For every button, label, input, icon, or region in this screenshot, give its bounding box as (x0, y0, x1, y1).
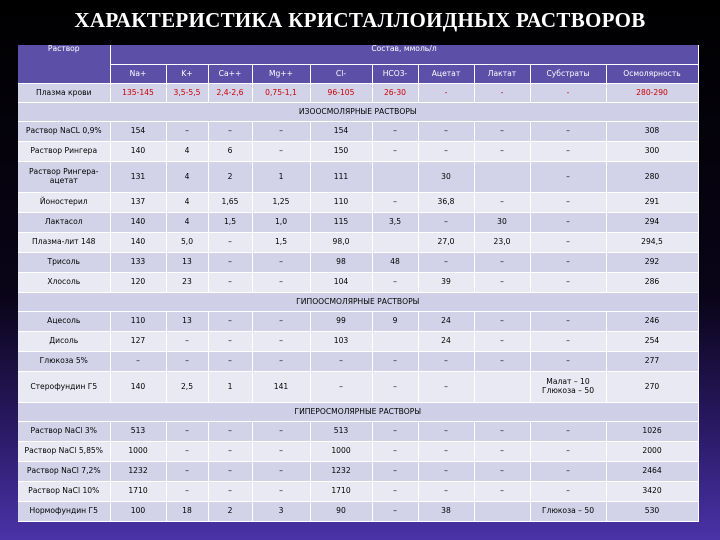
table-cell: 294 (606, 213, 698, 233)
table-cell: – (252, 352, 310, 372)
table-cell: 4 (166, 162, 208, 193)
table-cell: – (474, 122, 530, 142)
table-cell: – (208, 122, 252, 142)
row-name: Плазма крови (18, 84, 110, 103)
table-cell: – (252, 332, 310, 352)
row-name: Стерофундин Г5 (18, 372, 110, 403)
section-row (18, 103, 698, 122)
table-cell: 513 (310, 422, 372, 442)
section-title: ИЗООСМОЛЯРНЫЕ РАСТВОРЫ (18, 103, 698, 122)
table-cell: 38 (418, 502, 474, 522)
table-cell (372, 233, 418, 253)
table-cell: 280-290 (606, 84, 698, 103)
table-row (18, 233, 698, 253)
table-cell: 133 (110, 253, 166, 273)
table-cell: – (252, 482, 310, 502)
table-cell (372, 332, 418, 352)
table-cell: 1,5 (208, 213, 252, 233)
table-cell: – (252, 273, 310, 293)
table-cell: – (372, 142, 418, 162)
table-cell: – (474, 253, 530, 273)
row-name: Раствор Рингера-ацетат (18, 162, 110, 193)
table-cell: – (166, 442, 208, 462)
table-cell: – (530, 122, 606, 142)
table-cell: 98 (310, 253, 372, 273)
table-row (18, 193, 698, 213)
row-name: Трисоль (18, 253, 110, 273)
table-cell: 13 (166, 312, 208, 332)
table-cell: – (252, 253, 310, 273)
table-cell: 24 (418, 332, 474, 352)
table-cell: 3,5-5,5 (166, 84, 208, 103)
table-cell: 0,75-1,1 (252, 84, 310, 103)
table-cell: 1 (252, 162, 310, 193)
table-cell: – (372, 372, 418, 403)
table-cell: – (418, 482, 474, 502)
table-cell: 2000 (606, 442, 698, 462)
table-cell: – (208, 442, 252, 462)
table-cell: – (310, 372, 372, 403)
table-cell: 115 (310, 213, 372, 233)
table-cell: – (530, 233, 606, 253)
table-cell: 2,4-2,6 (208, 84, 252, 103)
table-row (18, 162, 698, 193)
table-cell: – (372, 193, 418, 213)
column-header-row (18, 65, 698, 84)
table-cell: – (110, 352, 166, 372)
table-row (18, 253, 698, 273)
table-cell: 280 (606, 162, 698, 193)
table-cell: 1,5 (252, 233, 310, 253)
table-cell: 1,0 (252, 213, 310, 233)
table-row (18, 482, 698, 502)
table-cell: - (474, 84, 530, 103)
header-solution: Раствор (18, 45, 110, 84)
table-cell: 99 (310, 312, 372, 332)
table-cell: – (418, 142, 474, 162)
table-cell: 103 (310, 332, 372, 352)
table-cell: 1026 (606, 422, 698, 442)
table-cell: – (166, 122, 208, 142)
column-header: Осмолярность (606, 65, 698, 84)
table-cell: 100 (110, 502, 166, 522)
column-header: Ацетат (418, 65, 474, 84)
section-row (18, 403, 698, 422)
table-cell: – (252, 312, 310, 332)
table-cell: 96-105 (310, 84, 372, 103)
table-cell: 4 (166, 213, 208, 233)
table-cell: 98,0 (310, 233, 372, 253)
table-cell: 513 (110, 422, 166, 442)
table-cell: 1000 (310, 442, 372, 462)
table-cell: 48 (372, 253, 418, 273)
table-cell: – (530, 142, 606, 162)
section-row (18, 293, 698, 312)
table-row (18, 84, 698, 103)
page-title: ХАРАКТЕРИСТИКА КРИСТАЛЛОИДНЫХ РАСТВОРОВ (74, 8, 646, 32)
table-cell: 131 (110, 162, 166, 193)
table-cell: – (166, 332, 208, 352)
table-cell: – (208, 233, 252, 253)
table-row (18, 332, 698, 352)
table-cell: 1232 (110, 462, 166, 482)
table-cell: 246 (606, 312, 698, 332)
table-cell: - (530, 84, 606, 103)
column-header: HCO3- (372, 65, 418, 84)
table-cell: – (166, 352, 208, 372)
table-cell: Глюкоза – 50 (530, 502, 606, 522)
table-cell: – (208, 273, 252, 293)
table-cell: 2,5 (166, 372, 208, 403)
table-cell: – (474, 352, 530, 372)
table-cell: – (208, 253, 252, 273)
table-row (18, 442, 698, 462)
table-cell: – (418, 122, 474, 142)
table-cell: – (418, 352, 474, 372)
table-cell: – (474, 332, 530, 352)
table-cell: – (530, 482, 606, 502)
table-cell: – (530, 253, 606, 273)
table-cell: 24 (418, 312, 474, 332)
row-name: Раствор NaCl 7,2% (18, 462, 110, 482)
table-cell: – (372, 462, 418, 482)
table-cell: – (166, 482, 208, 502)
table-cell: 18 (166, 502, 208, 522)
table-cell: – (474, 482, 530, 502)
table-cell: 1 (208, 372, 252, 403)
table-cell: – (372, 482, 418, 502)
table-cell: - (418, 84, 474, 103)
table-cell: 140 (110, 142, 166, 162)
table-cell: – (530, 193, 606, 213)
table-cell: – (418, 372, 474, 403)
section-title: ГИПООСМОЛЯРНЫЕ РАСТВОРЫ (18, 293, 698, 312)
row-name: Раствор NaCl 10% (18, 482, 110, 502)
table-cell: – (372, 502, 418, 522)
table-cell: 5,0 (166, 233, 208, 253)
table-cell: 127 (110, 332, 166, 352)
row-name: Ацесоль (18, 312, 110, 332)
table-cell: 2 (208, 502, 252, 522)
table-cell: 530 (606, 502, 698, 522)
table-cell: – (530, 332, 606, 352)
table-body (18, 45, 698, 522)
table-cell: 2464 (606, 462, 698, 482)
row-name: Раствор NaCl 3% (18, 422, 110, 442)
table-cell: 154 (310, 122, 372, 142)
table-cell: – (372, 352, 418, 372)
table-cell: – (474, 273, 530, 293)
table-cell: – (252, 422, 310, 442)
section-title: ГИПЕРОСМОЛЯРНЫЕ РАСТВОРЫ (18, 403, 698, 422)
table-cell: – (418, 442, 474, 462)
row-name: Раствор Рингера (18, 142, 110, 162)
table-cell: 30 (418, 162, 474, 193)
table-row (18, 372, 698, 403)
table-cell: 1710 (310, 482, 372, 502)
table-cell: 1,65 (208, 193, 252, 213)
table-cell: – (208, 462, 252, 482)
table-cell: Малат – 10 Глюкоза – 50 (530, 372, 606, 403)
table-cell: – (474, 422, 530, 442)
table-row (18, 213, 698, 233)
table-cell: 1232 (310, 462, 372, 482)
row-name: Йоностерил (18, 193, 110, 213)
table-cell: 140 (110, 372, 166, 403)
table-cell: 90 (310, 502, 372, 522)
table-cell: 294,5 (606, 233, 698, 253)
row-name: Хлосоль (18, 273, 110, 293)
table-cell: – (208, 422, 252, 442)
table-cell: – (208, 482, 252, 502)
table-cell: – (372, 122, 418, 142)
table-cell (474, 502, 530, 522)
table-cell: – (252, 442, 310, 462)
table-cell: – (208, 352, 252, 372)
table-cell: 3,5 (372, 213, 418, 233)
table-cell: 9 (372, 312, 418, 332)
table-cell: – (474, 462, 530, 482)
table-cell: 2 (208, 162, 252, 193)
table-cell: 6 (208, 142, 252, 162)
table-cell: 120 (110, 273, 166, 293)
table-cell: – (208, 332, 252, 352)
table-cell: 3420 (606, 482, 698, 502)
table-cell: 135-145 (110, 84, 166, 103)
table-cell: 1710 (110, 482, 166, 502)
column-header: Cl- (310, 65, 372, 84)
table-cell: – (530, 273, 606, 293)
table-cell: 27,0 (418, 233, 474, 253)
table-cell (474, 372, 530, 403)
table-cell (372, 162, 418, 193)
table-row (18, 352, 698, 372)
table-cell: 13 (166, 253, 208, 273)
row-name: Раствор NaCl 5,85% (18, 442, 110, 462)
table-cell: 291 (606, 193, 698, 213)
table-cell: 1,25 (252, 193, 310, 213)
row-name: Плазма-лит 148 (18, 233, 110, 253)
table-cell: 3 (252, 502, 310, 522)
table-cell: – (252, 122, 310, 142)
table-cell: 277 (606, 352, 698, 372)
table-cell: 4 (166, 193, 208, 213)
table-cell: 23,0 (474, 233, 530, 253)
column-header: Na+ (110, 65, 166, 84)
table-cell: 39 (418, 273, 474, 293)
table-row (18, 273, 698, 293)
table-cell (474, 162, 530, 193)
table-cell: – (474, 142, 530, 162)
table-cell: – (530, 213, 606, 233)
table-cell: 140 (110, 213, 166, 233)
table-cell: – (372, 273, 418, 293)
table-cell: 286 (606, 273, 698, 293)
table-cell: 26-30 (372, 84, 418, 103)
table-cell: 110 (110, 312, 166, 332)
table-cell: – (418, 213, 474, 233)
table-cell: – (530, 422, 606, 442)
table-cell: – (208, 312, 252, 332)
table-cell: 300 (606, 142, 698, 162)
table-cell: 111 (310, 162, 372, 193)
solutions-table (18, 45, 699, 522)
table-cell: – (166, 422, 208, 442)
row-name: Глюкоза 5% (18, 352, 110, 372)
table-cell: – (530, 462, 606, 482)
table-cell: – (166, 462, 208, 482)
table-row (18, 312, 698, 332)
table-cell: – (372, 422, 418, 442)
row-name: Дисоль (18, 332, 110, 352)
table-cell: – (530, 352, 606, 372)
table-cell: – (418, 462, 474, 482)
table-cell: – (252, 142, 310, 162)
table-cell: 4 (166, 142, 208, 162)
table-cell: 270 (606, 372, 698, 403)
table-cell: 141 (252, 372, 310, 403)
table-row (18, 462, 698, 482)
table-cell: – (310, 352, 372, 372)
column-header: Ca++ (208, 65, 252, 84)
column-header: Субстраты (530, 65, 606, 84)
table-cell: 254 (606, 332, 698, 352)
table-cell: 110 (310, 193, 372, 213)
table-cell: 150 (310, 142, 372, 162)
table-cell: 154 (110, 122, 166, 142)
column-header: Mg++ (252, 65, 310, 84)
table-cell: – (474, 312, 530, 332)
table-cell: 292 (606, 253, 698, 273)
table-cell: 137 (110, 193, 166, 213)
table-cell: 1000 (110, 442, 166, 462)
row-name: Раствор NaCL 0,9% (18, 122, 110, 142)
table-cell: – (530, 442, 606, 462)
table-cell: 140 (110, 233, 166, 253)
table-row (18, 502, 698, 522)
table-cell: – (372, 442, 418, 462)
table-cell: 104 (310, 273, 372, 293)
table-cell: – (474, 442, 530, 462)
table-cell: – (474, 193, 530, 213)
column-header: K+ (166, 65, 208, 84)
column-header: Лактат (474, 65, 530, 84)
table-cell: 36,8 (418, 193, 474, 213)
header-composition: Состав, ммоль/л (110, 45, 698, 65)
table-cell: 30 (474, 213, 530, 233)
row-name: Лактасол (18, 213, 110, 233)
table-row (18, 142, 698, 162)
table-row (18, 422, 698, 442)
row-name: Нормофундин Г5 (18, 502, 110, 522)
table-cell: 308 (606, 122, 698, 142)
table-cell: 23 (166, 273, 208, 293)
table-cell: – (530, 162, 606, 193)
table-cell: – (252, 462, 310, 482)
table-cell: – (418, 422, 474, 442)
table-cell: – (418, 253, 474, 273)
table-cell: – (530, 312, 606, 332)
table-row (18, 122, 698, 142)
